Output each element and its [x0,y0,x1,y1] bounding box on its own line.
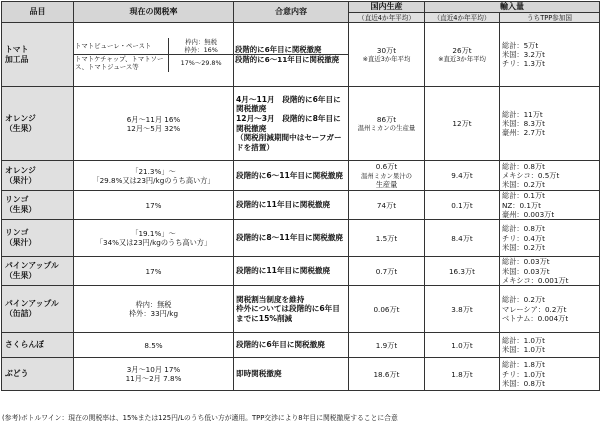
import-volume-cell [425,358,500,391]
item-name-line: （生果） [5,123,37,133]
item-name-line: オレンジ [5,165,36,175]
domestic-line: 1.5万t [375,233,398,243]
tpp-line: 豪州：2.7万t [502,128,545,138]
tpp-imports-cell [500,161,600,191]
tariff-rate-cell [169,55,233,72]
import-line: 8.4万t [451,233,473,243]
import-line: ※直近3か年平均 [438,55,486,64]
footnote: (参考)ボトルワイン：現在の関税率は、15%または125円/Lのうち低い方が適用。TPP交渉により8年目に関税撤廃することに合意 [2,414,398,422]
item-name-line: リンゴ [5,228,29,238]
tariff-line: 「34%又は23円/kgのうち高い方」 [95,238,212,248]
domestic-production-cell [349,161,425,191]
tpp-line: 米国：3.2万t [502,50,545,60]
tariff-line: 「19.1%」〜 [131,229,176,239]
tpp-line: 米国：0.2万t [502,180,545,190]
tpp-line: メキシコ：0.5万t [502,171,560,181]
item-name-line: （生果） [5,205,37,215]
tariff-line: 11月〜2月 7.8% [125,374,182,384]
tariff-line: 「21.3%」〜 [131,166,176,176]
tpp-line: 総計：0.8万t [502,224,545,234]
tpp-line: チリ：0.4万t [502,233,545,243]
item-name-line: パインアップル [5,299,59,309]
import-volume-cell [425,23,500,87]
agreement-line: 段階的に6〜11年目に関税撤廃 [235,55,340,65]
table-row [2,87,600,161]
item-name-line: オレンジ [5,113,36,123]
agreement-cell [234,87,349,161]
tpp-imports-cell [500,333,600,358]
tariff-line: 6月〜11月 16% [126,114,181,124]
table-row [2,191,600,220]
item-name-line: パインアップル [5,261,59,271]
domestic-line: 86万t [376,115,397,125]
subheader-tpp: うちTPP参加国 [500,13,600,23]
tpp-line: 総計：0.8万t [502,161,545,171]
tpp-line: 米国：0.03万t [502,266,550,276]
tariff-subrow [74,38,233,55]
agreement-line: 段階的に6〜11年目に関税撤廃 [236,170,343,180]
item-name-line: 加工品 [5,54,29,64]
import-volume-cell [425,257,500,286]
tariff-line: 17% [145,266,162,276]
domestic-line: 74万t [376,200,397,210]
tpp-line: 総計：1.0万t [502,336,545,346]
domestic-line: 18.6万t [373,369,400,379]
tariff-rate-line: 17%〜29.8% [180,59,222,68]
table-row [2,257,600,286]
tariff-rate-cell [169,38,233,55]
item-name-cell [2,23,74,87]
current-tariff-cell [74,286,234,333]
import-volume-cell [425,220,500,257]
tariff-line: 「29.8%又は23円/kgのうち高い方」 [92,175,215,185]
tpp-line: 総計：0.1万t [502,191,545,201]
item-name-line: （果汁） [5,175,37,185]
agreement-text [234,45,348,55]
table-row [2,220,600,257]
item-name-cell [2,220,74,257]
table-row [2,161,600,191]
import-line: 1.0万t [451,340,473,350]
item-name-line: （缶詰） [5,309,37,319]
domestic-line: 温州ミカンの生産量 [357,124,416,133]
tpp-line: 総計：11万t [502,109,543,119]
domestic-line: ※直近3か年平均 [362,55,411,64]
agreement-subrow [234,45,348,55]
tpp-line: チリ：1.0万t [502,369,545,379]
tpp-line: 米国：0.2万t [502,242,545,252]
domestic-production-cell [349,358,425,391]
header-imports: 輸入量 [425,2,600,13]
subheader-imports: （直近4か年平均） [425,13,500,23]
item-name-line: さくらんぼ [5,340,44,350]
tariff-line: 17% [145,200,162,210]
import-line: 3.8万t [451,304,473,314]
header-agreement: 合意内容 [234,2,349,23]
tpp-imports-cell [500,87,600,161]
tpp-line: 総計：1.8万t [502,360,545,370]
agreement-cell [234,286,349,333]
item-name-cell [2,286,74,333]
tpp-line: 総計：0.2万t [502,295,545,305]
tpp-imports-cell [500,23,600,87]
agreement-text [234,55,348,65]
agreement-line: 関税割当制度を維持 [236,294,305,304]
domestic-line: 30万t [376,46,397,56]
domestic-production-cell [349,23,425,87]
import-volume-cell [425,161,500,191]
agreement-line: 即時関税撤廃 [236,369,282,379]
table-row [2,23,600,87]
tariff-rate-line: 枠内：無税 [185,37,218,46]
domestic-production-cell [349,191,425,220]
domestic-production-cell [349,87,425,161]
domestic-production-cell [349,333,425,358]
import-line: 0.1万t [451,200,473,210]
tariff-subrow [74,55,233,72]
subheader-domestic: （直近4か年平均） [349,13,425,23]
current-tariff-cell [74,358,234,391]
current-tariff-cell [74,23,234,87]
item-name-line: ぶどう [5,369,29,379]
tpp-line: 総計：0.03万t [502,257,550,267]
tariff-line: 枠内：無税 [135,300,172,310]
tpp-line: 米国：1.0万t [502,345,545,355]
item-name-cell [2,87,74,161]
current-tariff-cell [74,220,234,257]
domestic-line: 0.06万t [373,304,400,314]
agreement-subrow [234,55,348,65]
agreement-line: 12月〜3月 段階的に8年目に関税撤廃 [236,114,341,133]
tpp-line: 米国：0.8万t [502,378,545,388]
agreement-cell [234,191,349,220]
agreement-cell [234,23,349,87]
tariff-subtable [74,38,233,72]
table-row [2,286,600,333]
current-tariff-cell [74,333,234,358]
table-row [2,333,600,358]
tpp-imports-cell [500,220,600,257]
item-name-line: トマト [5,44,29,54]
header-item: 品目 [2,2,74,23]
tariff-line: 12月〜5月 32% [126,123,181,133]
tariff-table [1,1,600,391]
item-name-cell [2,257,74,286]
domestic-production-cell [349,257,425,286]
table-row [2,358,600,391]
agreement-line: 4月〜11月 段階的に6年目に関税撤廃 [236,94,341,114]
tpp-imports-cell [500,257,600,286]
current-tariff-cell [74,191,234,220]
current-tariff-cell [74,87,234,161]
tpp-imports-cell [500,358,600,391]
import-line: 16.3万t [448,266,475,276]
domestic-line: 1.9万t [375,340,398,350]
import-line: 9.4万t [451,171,473,181]
tpp-imports-cell [500,286,600,333]
tariff-product-cell: トマトピューレ・ペースト [75,41,152,50]
import-line: 12万t [452,119,472,129]
current-tariff-cell [74,257,234,286]
item-name-line: （生果） [5,271,37,281]
header-domestic: 国内生産 [349,2,425,13]
agreement-line: 段階的に11年目に関税撤廃 [236,200,331,210]
item-name-cell [2,333,74,358]
tariff-line: 8.5% [144,340,163,350]
agreement-cell [234,358,349,391]
tpp-line: マレーシア：0.2万t [502,304,567,314]
domestic-line: 0.7万t [375,266,398,276]
item-name-line: リンゴ [5,195,29,205]
agreement-cell [234,220,349,257]
tpp-line: チリ：1.3万t [502,59,545,69]
agreement-line: 枠外については段階的に6年目までに15%削減 [236,304,340,324]
item-name-line: （果汁） [5,238,37,248]
import-volume-cell [425,333,500,358]
tariff-product-cell: トマトケチャップ、トマトソース、トマトジュース等 [74,55,169,72]
tariff-line: 枠外：33円/kg [128,309,179,319]
tariff-line: 3月〜10月 17% [126,365,181,375]
tpp-line: 総計：5万t [502,40,539,50]
domestic-line: 0.6万t [375,162,398,172]
tariff-rate-line: 枠外：16% [184,46,218,55]
agreement-line: （関税削減期間中はセーフガードを措置） [236,133,342,153]
import-line: 1.8万t [451,369,473,379]
item-name-cell [2,191,74,220]
agreement-cell [234,333,349,358]
agreement-line: 段階的に6年目に関税撤廃 [235,44,322,54]
import-volume-cell [425,191,500,220]
tpp-line: 米国：8.3万t [502,119,545,129]
current-tariff-cell [74,161,234,191]
tpp-imports-cell [500,191,600,220]
import-volume-cell [425,87,500,161]
agreement-cell [234,161,349,191]
domestic-line: 生産量 [375,179,398,189]
agreement-line: 段階的に11年目に関税撤廃 [236,266,331,276]
agreement-line: 段階的に8〜11年目に関税撤廃 [236,233,343,243]
domestic-production-cell [349,286,425,333]
tpp-line: メキシコ：0.001万t [502,275,569,285]
header-current-tariff: 現在の関税率 [74,2,234,23]
tpp-line: 豪州：0.003万t [502,209,555,219]
tpp-line: NZ：0.1万t [502,200,541,210]
import-line: 26万t [452,46,472,56]
domestic-line: 温州ミカン果汁の [360,171,413,180]
agreement-cell [234,257,349,286]
item-name-cell [2,161,74,191]
domestic-production-cell [349,220,425,257]
header-row [2,2,600,13]
agreement-subtable [234,45,348,65]
tpp-line: ベトナム：0.004万t [502,313,569,323]
item-name-cell [2,358,74,391]
agreement-line: 段階的に6年目に関税撤廃 [236,340,325,350]
import-volume-cell [425,286,500,333]
